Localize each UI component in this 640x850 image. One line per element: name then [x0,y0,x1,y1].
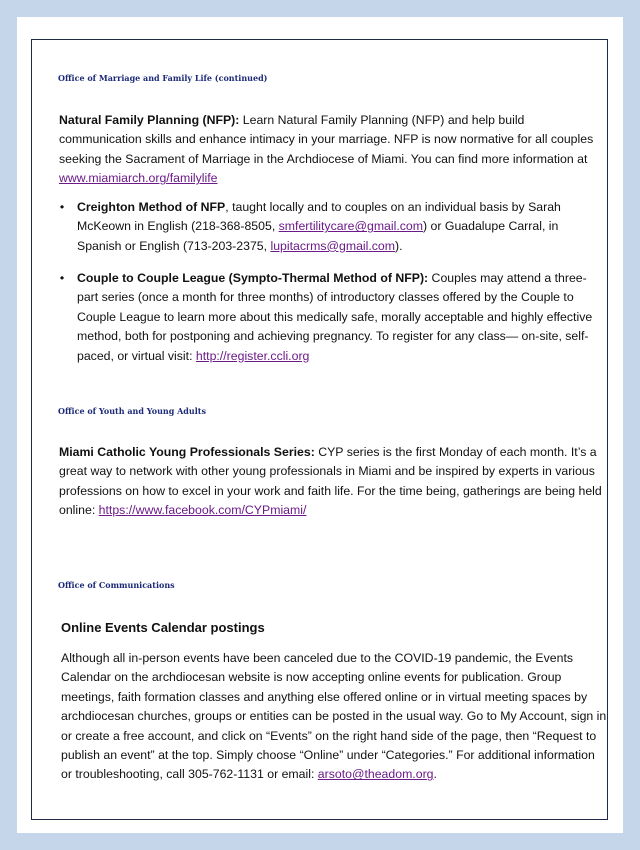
cyp-facebook-link[interactable]: https://www.facebook.com/CYPmiami/ [98,503,307,518]
section-header-communications: Office of Communications [58,580,175,590]
register-ccli-link[interactable]: http://register.ccli.org [195,348,310,363]
arsoto-email-link[interactable]: arsoto@theadom.org [317,767,434,782]
cyp-title: Miami Catholic Young Professionals Series: [59,445,315,459]
section-header-youth: Office of Youth and Young Adults [58,406,206,416]
cyp-body: CYP series is the first Monday of each month. It’s a great way to network with other young professionals in Miami and be inspired by experts in various professions on how to excel in your work and faith life. For the time being, gatherings are being held online: [59,445,602,518]
nfp-title: Natural Family Planning (NFP): [59,113,240,127]
smfertilitycare-email-link[interactable]: smfertilitycare@gmail.com [278,219,424,234]
events-calendar-body: Although all in-person events have been canceled due to the COVID-19 pandemic, the Events Calendar on the archdiocesan website is now accepting online events for publication. Group meetings, faith formation classes and anything else offered online or in virtual meeting spaces by archdiocesan churches, groups or entities can be posted in the usual way. Go to My Account, sign in or create a free account, and click on “Events” on the right hand side of the page, then “Request to publish an event” at the top. Simply choose “Online” under “Categories.” For additional information or troubleshooting, call 305-762-1131 or email: [61,651,607,782]
events-calendar-end: . [433,767,437,782]
ccl-text [77,269,606,366]
creighton-text-part1: , taught locally and to couples on an individual basis by Sarah McKeown in English (218-368-8505, [77,200,561,234]
creighton-title: Creighton Method of NFP [77,200,226,214]
creighton-text-part3: ). [395,238,403,253]
events-calendar-title: Online Events Calendar postings [61,620,265,635]
lupitacrms-email-link[interactable]: lupitacrms@gmail.com [270,238,396,253]
document-page [17,17,623,833]
section-header-marriage: Office of Marriage and Family Life (continued) [58,73,268,83]
ccl-title: Couple to Couple League (Sympto-Thermal Method of NFP): [77,271,429,285]
bullet-dot-icon: • [59,271,65,285]
nfp-paragraph [59,111,607,189]
content-frame [31,39,608,820]
events-calendar-paragraph [61,649,607,785]
ccl-text-body: Couples may attend a three-part series (once a month for three months) of introductory classes offered by the Couple to Couple League to learn more about this medically safe, morally acceptable and highly effective method, both for postponing and achieving pregnancy. To register for any class— on-site, self-paced, or virtual visit: [77,271,593,363]
nfp-body: Learn Natural Family Planning (NFP) and help build communication skills and enhance intimacy in your marriage. NFP is now normative for all couples seeking the Sacrament of Marriage in the Archdiocese of Miami. You can find more information at [59,113,594,166]
cyp-paragraph [59,443,607,521]
creighton-text-part2: ) or Guadalupe Carral, in Spanish or English (713-203-2375, [77,219,559,253]
bullet-dot-icon: • [59,200,65,214]
familylife-link[interactable]: www.miamiarch.org/familylife [59,171,218,186]
creighton-text [77,198,606,256]
